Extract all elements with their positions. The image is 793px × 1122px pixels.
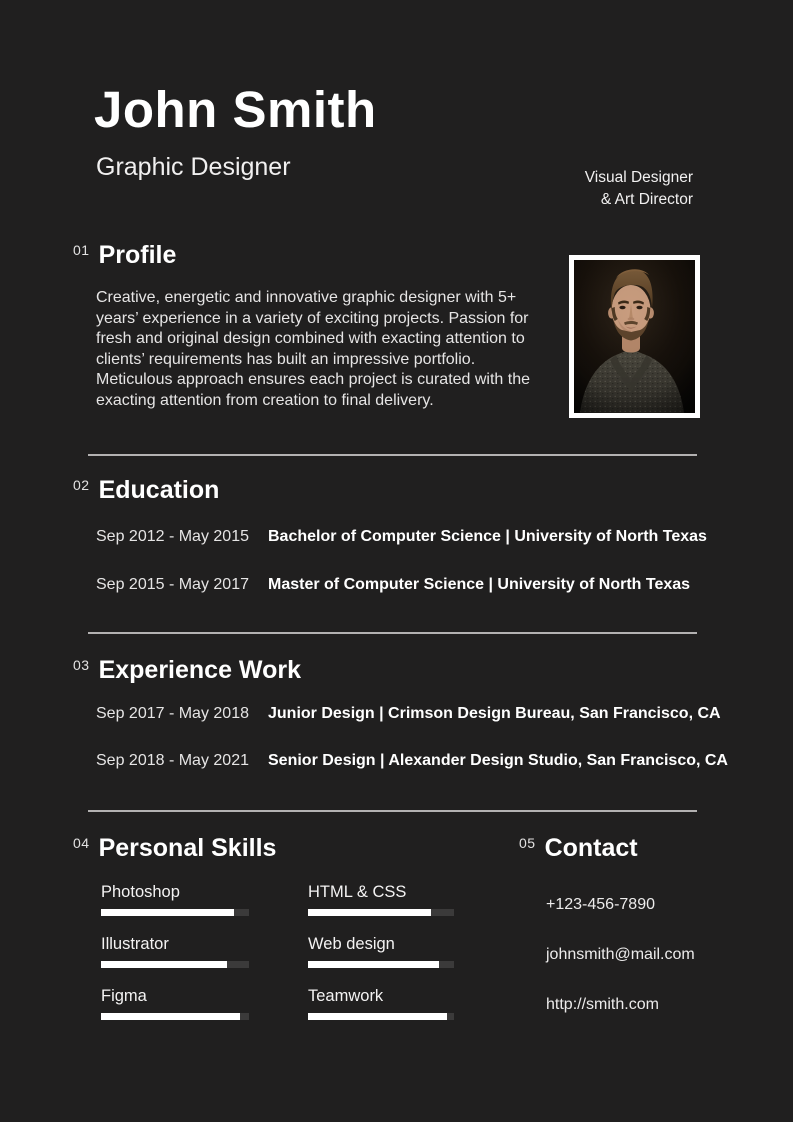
section-number: 01 xyxy=(73,242,90,258)
skill-bar-track xyxy=(308,909,454,916)
skill-bar-track xyxy=(101,961,249,968)
skill-item xyxy=(101,986,249,1020)
contact-email: johnsmith@mail.com xyxy=(546,946,695,963)
education-dates: Sep 2015 - May 2017 xyxy=(96,576,249,593)
experience-detail: Junior Design | Crimson Design Bureau, San Francisco, CA xyxy=(268,705,721,722)
section-divider xyxy=(88,810,697,812)
skill-bar-fill xyxy=(101,961,227,968)
contact-phone: +123-456-7890 xyxy=(546,896,655,913)
skill-label: Web design xyxy=(308,935,395,953)
person-title: Graphic Designer xyxy=(96,153,291,181)
section-title: Personal Skills xyxy=(98,834,277,862)
section-number: 04 xyxy=(73,835,90,851)
skills-column-left xyxy=(101,882,249,1038)
experience-row xyxy=(96,704,721,724)
experience-section-heading xyxy=(73,656,301,684)
education-row xyxy=(96,575,716,595)
skill-item xyxy=(101,934,249,968)
skill-bar-fill xyxy=(308,909,431,916)
skill-item xyxy=(308,986,454,1020)
section-number: 02 xyxy=(73,477,90,493)
skill-bar-fill xyxy=(308,1013,447,1020)
tagline-line-1: Visual Designer xyxy=(584,169,693,186)
section-divider xyxy=(88,454,697,456)
experience-dates: Sep 2018 - May 2021 xyxy=(96,752,249,769)
person-name: John Smith xyxy=(94,81,377,138)
skill-bar-fill xyxy=(308,961,439,968)
education-section-heading xyxy=(73,476,219,504)
section-divider xyxy=(88,632,697,634)
skill-item xyxy=(308,934,454,968)
contact-section-heading xyxy=(519,834,638,862)
skill-label: Figma xyxy=(101,987,147,1005)
skill-item xyxy=(101,882,249,916)
skills-section-heading xyxy=(73,834,276,862)
skill-bar-track xyxy=(101,1013,249,1020)
skill-label: Illustrator xyxy=(101,935,169,953)
header-tagline xyxy=(585,167,693,210)
experience-row xyxy=(96,751,728,771)
skill-bar-track xyxy=(308,1013,454,1020)
section-number: 05 xyxy=(519,835,536,851)
skill-label: HTML & CSS xyxy=(308,883,407,901)
experience-dates: Sep 2017 - May 2018 xyxy=(96,705,249,722)
skill-bar-track xyxy=(308,961,454,968)
skill-bar-track xyxy=(101,909,249,916)
section-number: 03 xyxy=(73,657,90,673)
section-title: Contact xyxy=(544,834,638,862)
profile-section-heading xyxy=(73,241,176,269)
contact-list xyxy=(546,895,695,1045)
section-title: Experience Work xyxy=(98,656,301,684)
skills-column-right xyxy=(308,882,454,1038)
section-title: Education xyxy=(98,476,220,504)
section-title: Profile xyxy=(98,241,177,269)
education-row xyxy=(96,527,716,547)
portrait-illustration xyxy=(574,260,695,413)
profile-text: Creative, energetic and innovative graphic designer with 5+ years’ experience in a variety of exciting projects. Passion for fresh and original design combined with exacting attention to clients’ requirements has built an impressive portfolio. Meticulous approach ensures each project is curated with the exacting attention from creation to final delivery. xyxy=(96,289,531,409)
skill-label: Photoshop xyxy=(101,883,180,901)
skill-label: Teamwork xyxy=(308,987,384,1005)
contact-website: http://smith.com xyxy=(546,996,659,1013)
skill-item xyxy=(308,882,454,916)
education-detail: Bachelor of Computer Science | University of North Texas xyxy=(268,528,707,545)
portrait-photo xyxy=(569,255,700,418)
skill-bar-fill xyxy=(101,909,234,916)
education-detail: Master of Computer Science | University of North Texas xyxy=(268,576,691,593)
tagline-line-2: & Art Director xyxy=(600,190,693,208)
education-dates: Sep 2012 - May 2015 xyxy=(96,528,249,545)
skill-bar-fill xyxy=(101,1013,240,1020)
experience-detail: Senior Design | Alexander Design Studio, San Francisco, CA xyxy=(268,752,728,769)
